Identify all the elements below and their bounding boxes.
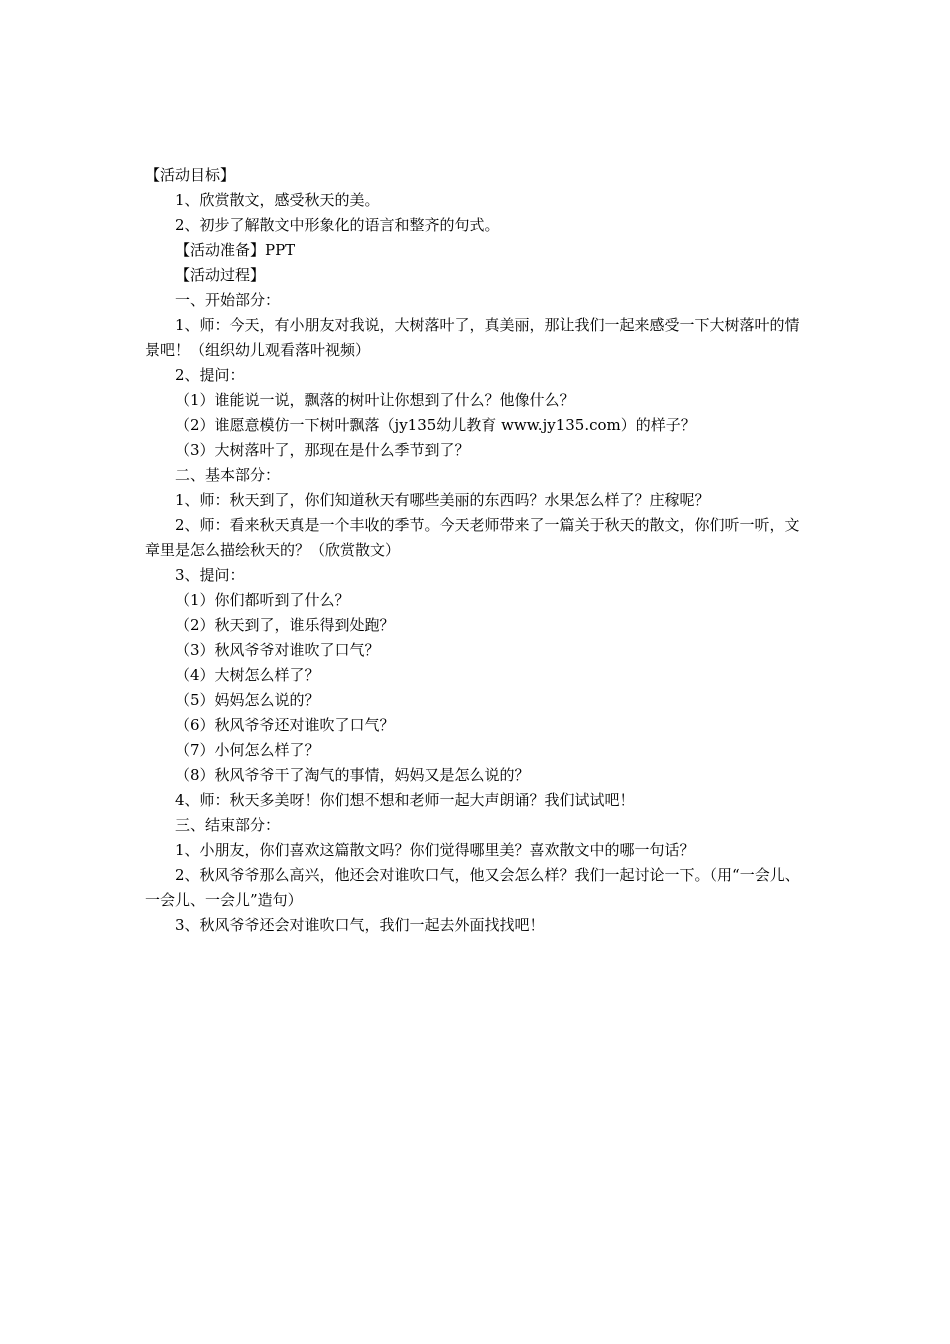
document-paragraph: （3）大树落叶了，那现在是什么季节到了？ bbox=[175, 441, 470, 459]
document-body bbox=[145, 163, 810, 938]
document-paragraph: 4、师：秋天多美呀！你们想不想和老师一起大声朗诵？我们试试吧！ bbox=[175, 791, 635, 809]
document-paragraph: （6）秋风爷爷还对谁吹了口气？ bbox=[175, 716, 395, 734]
document-paragraph: 2、秋风爷爷那么高兴，他还会对谁吹口气，他又会怎么样？我们一起讨论一下。（用“一会儿、一会儿、一会儿”造句） bbox=[145, 866, 800, 909]
document-paragraph: 2、提问： bbox=[175, 366, 245, 384]
document-paragraph: （7）小何怎么样了？ bbox=[175, 741, 320, 759]
document-paragraph: （2）秋天到了，谁乐得到处跑？ bbox=[175, 616, 395, 634]
document-paragraph: （4）大树怎么样了？ bbox=[175, 666, 320, 684]
document-paragraph: 3、提问： bbox=[175, 566, 245, 584]
document-paragraph: 1、师：秋天到了，你们知道秋天有哪些美丽的东西吗？水果怎么样了？庄稼呢？ bbox=[175, 491, 710, 509]
document-paragraph: （2）谁愿意模仿一下树叶飘落（jy135幼儿教育 www.jy135.com）的样子？ bbox=[175, 416, 696, 434]
document-paragraph: 【活动准备】PPT bbox=[175, 241, 296, 259]
document-paragraph: 2、师：看来秋天真是一个丰收的季节。今天老师带来了一篇关于秋天的散文，你们听一听，文章里是怎么描绘秋天的？（欣赏散文） bbox=[145, 516, 800, 559]
document-paragraph: （8）秋风爷爷干了淘气的事情，妈妈又是怎么说的？ bbox=[175, 766, 530, 784]
document-paragraph: 1、师：今天，有小朋友对我说，大树落叶了，真美丽，那让我们一起来感受一下大树落叶的情景吧！（组织幼儿观看落叶视频） bbox=[145, 316, 800, 359]
document-paragraph: 3、秋风爷爷还会对谁吹口气，我们一起去外面找找吧！ bbox=[175, 916, 545, 934]
document-paragraph: （3）秋风爷爷对谁吹了口气？ bbox=[175, 641, 380, 659]
document-paragraph: 【活动目标】 bbox=[145, 166, 236, 184]
document-paragraph: 1、小朋友，你们喜欢这篇散文吗？你们觉得哪里美？喜欢散文中的哪一句话？ bbox=[175, 841, 695, 859]
document-paragraph: 一、开始部分： bbox=[175, 291, 281, 309]
document-paragraph: 【活动过程】 bbox=[175, 266, 266, 284]
document-paragraph: 三、结束部分： bbox=[175, 816, 281, 834]
document-paragraph: （1）你们都听到了什么？ bbox=[175, 591, 350, 609]
document-paragraph: （5）妈妈怎么说的？ bbox=[175, 691, 320, 709]
document-paragraph: 2、初步了解散文中形象化的语言和整齐的句式。 bbox=[175, 216, 500, 234]
document-paragraph: 二、基本部分： bbox=[175, 466, 281, 484]
document-paragraph: （1）谁能说一说，飘落的树叶让你想到了什么？他像什么？ bbox=[175, 391, 575, 409]
document-paragraph: 1、欣赏散文，感受秋天的美。 bbox=[175, 191, 380, 209]
